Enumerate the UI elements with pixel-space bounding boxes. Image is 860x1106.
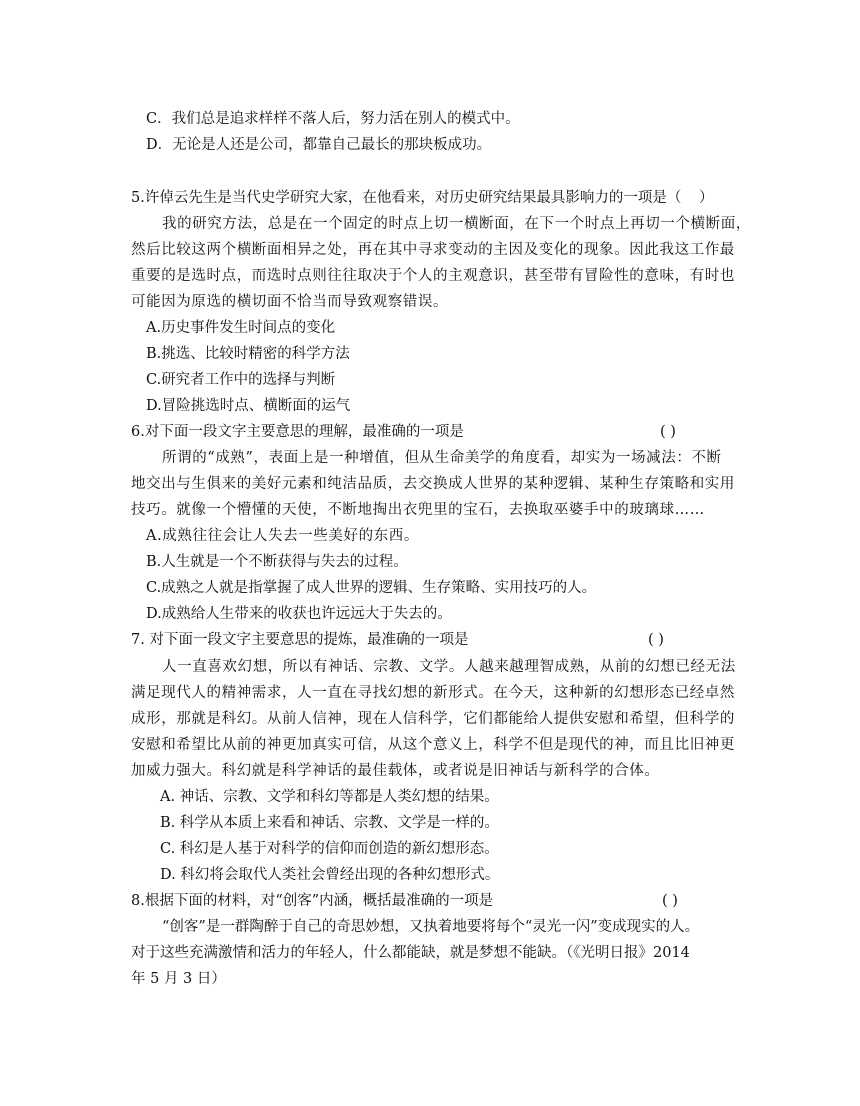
q8-passage-line: 对于这些充满激情和活力的年轻人，什么都能缺，就是梦想不能缺。（《光明日报》2014 [131, 945, 690, 961]
q7-passage-line: 加威力强大。科幻就是科学神话的最佳载体，或者说是旧神话与新科学的合体。 [131, 763, 660, 779]
q5-passage-line: 然后比较这两个横断面相异之处，再在其中寻求变动的主因及变化的现象。因此我这工作最 [131, 242, 735, 258]
q6-passage-line: 所谓的“成熟”，表面上是一种增值，但从生命美学的角度看，却实为一场减法：不断 [162, 450, 722, 466]
q7-stem: 7. 对下面一段文字主要意思的提炼，最准确的一项是 [131, 632, 469, 648]
q6-answer-paren: ( ) [660, 424, 676, 440]
q8-passage-line: “创客”是一群陶醉于自己的奇思妙想，又执着地要将每个“灵光一闪”变成现实的人。 [162, 919, 700, 935]
q6-passage-line: 技巧。就像一个懵懂的天使，不断地掏出衣兜里的宝石，去换取巫婆手中的玻璃球…… [131, 502, 705, 518]
q5-option-b: B.挑选、比较时精密的科学方法 [146, 346, 350, 362]
q8-stem: 8.根据下面的材料，对“创客”内涵，概括最准确的一项是 [131, 893, 494, 909]
q7-option-d: D. 科幻将会取代人类社会曾经出现的各种幻想形式。 [160, 867, 500, 883]
q5-option-c: C.研究者工作中的选择与判断 [146, 372, 336, 388]
q8-answer-paren: ( ) [662, 893, 678, 909]
q7-answer-paren: ( ) [648, 632, 664, 648]
q5-passage-line: 重要的是选时点，而选时点则往往取决于个人的主观意识，甚至带有冒险性的意味，有时也 [131, 268, 735, 284]
q7-passage-line: 成形，那就是科幻。从前人信神，现在人信科学，它们都能给人提供安慰和希望，但科学的 [131, 711, 735, 727]
q4-option-d: D．无论是人还是公司，都靠自己最长的那块板成功。 [146, 137, 492, 153]
q5-passage-line: 我的研究方法，总是在一个固定的时点上切一横断面，在下一个时点上再切一个横断面， [162, 216, 751, 232]
q6-passage-line: 地交出与生俱来的美好元素和纯洁品质，去交换成人世界的某种逻辑、某种生存策略和实用 [131, 476, 735, 492]
q7-option-a: A. 神话、宗教、文学和科幻等都是人类幻想的结果。 [160, 789, 499, 805]
q5-stem: 5.许倬云先生是当代史学研究大家，在他看来，对历史研究结果最具影响力的一项是（ [131, 190, 682, 206]
q7-passage-line: 安慰和希望比从前的神更加真实可信，从这个意义上，科学不但是现代的神，而且比旧神更 [131, 737, 735, 753]
q6-option-d: D.成熟给人生带来的收获也许远远大于失去的。 [146, 606, 452, 622]
q6-option-b: B.人生就是一个不断获得与失去的过程。 [146, 554, 408, 570]
q5-passage-line: 可能因为原选的横切面不恰当而导致观察错误。 [131, 294, 449, 310]
q6-option-a: A.成熟往往会让人失去一些美好的东西。 [146, 528, 419, 544]
q7-passage-line: 人一直喜欢幻想，所以有神话、宗教、文学。人越来越理智成熟，从前的幻想已经无法 [162, 659, 736, 675]
q5-option-a: A.历史事件发生时间点的变化 [146, 320, 336, 336]
q7-option-b: B. 科学从本质上来看和神话、宗教、文学是一样的。 [160, 815, 499, 831]
q5-answer-paren: ） [699, 190, 714, 206]
q6-option-c: C.成熟之人就是指掌握了成人世界的逻辑、生存策略、实用技巧的人。 [146, 580, 597, 596]
q8-passage-line: 年 5 月 3 日） [131, 971, 226, 987]
q5-option-d: D.冒险挑选时点、横断面的运气 [146, 398, 351, 414]
q4-option-c: C．我们总是追求样样不落人后，努力活在别人的模式中。 [146, 111, 520, 127]
q6-stem: 6.对下面一段文字主要意思的理解，最准确的一项是 [131, 424, 464, 440]
q7-option-c: C. 科幻是人基于对科学的信仰而创造的新幻想形态。 [160, 841, 499, 857]
q7-passage-line: 满足现代人的精神需求，人一直在寻找幻想的新形式。在今天，这种新的幻想形态已经卓然 [131, 685, 735, 701]
